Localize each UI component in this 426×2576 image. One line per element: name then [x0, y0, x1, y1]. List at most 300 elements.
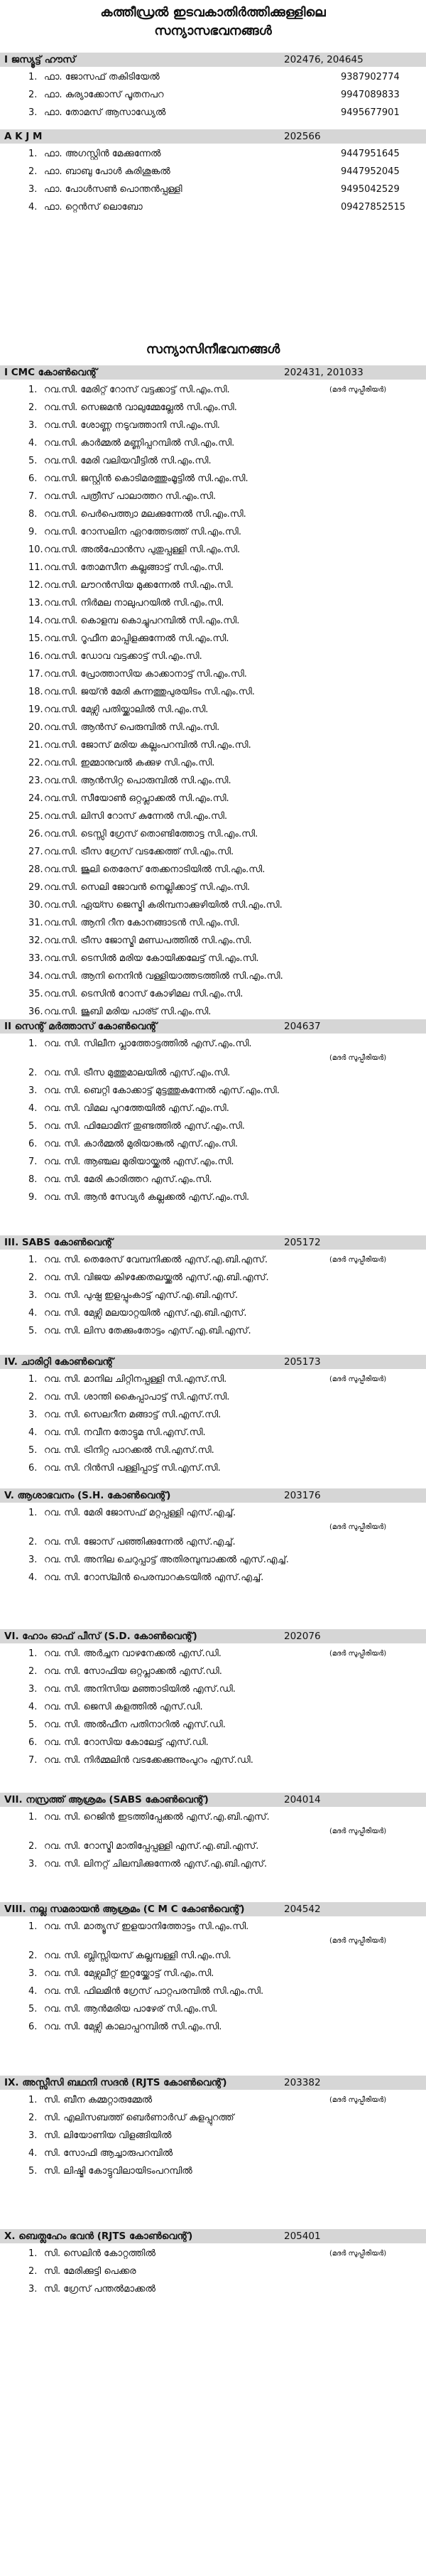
list-item [0, 1837, 426, 1855]
convent-6-header [0, 1629, 426, 1643]
member-name: റവ.സി. ഡോവ വട്ടക്കാട്ട് സി.എം.സി. [44, 651, 202, 662]
convent-6-title: VI. ഹോം ഓഫ് പീസ് (S.D. കോൺവെന്റ്) [4, 1631, 197, 1642]
list-item [0, 1855, 426, 1873]
list-item [0, 488, 426, 505]
item-number: 6. [28, 1737, 38, 1748]
item-number: 3. [28, 420, 38, 431]
item-number: 3. [28, 1968, 38, 1979]
list-item [0, 399, 426, 417]
list-item [0, 985, 426, 1003]
item-number: 21. [28, 740, 43, 751]
convent-2-header [0, 1019, 426, 1034]
convent-3-section [0, 1234, 426, 1340]
convent-10-code: 205401 [284, 2231, 321, 2242]
member-name: റവ. സി. ബ്ലിസ്സിയസ് കല്ലമ്പള്ളി സി.എം.സി. [44, 1950, 231, 1961]
member-name: റവ.സി. ജസ്റ്റിൻ കൊടിമരത്തുംമൂട്ടിൽ സി.എം.സി. [44, 473, 248, 484]
member-name: റവ.സി. ടെസ്സി ഗ്രേസ് തൊണ്ടിത്തോട്ട സി.എം.സി. [44, 829, 258, 839]
convent-5-title: V. ആശാഭവനം (S.H. കോൺവെന്റ്) [4, 1490, 171, 1501]
convent-1-title: I CMC കോൺവെന്റ് [4, 367, 97, 378]
member-name: സി. മേരിക്കുട്ടി പെക്കര [44, 2266, 136, 2277]
list-item [0, 1153, 426, 1171]
member-name: റവ.സി. ലൗറൻസിയ മുക്കന്നേൽ സി.എം.സി. [44, 580, 234, 591]
item-number: 1. [28, 149, 38, 159]
member-name: റവ.സി. ടെസിൻ റോസ് കോഴിമല സി.എം.സി. [44, 989, 244, 999]
role-note: (മദർ സുപ്പീരിയർ) [329, 1523, 387, 1531]
member-name: സി. ബീന കമ്മറ്റാരുമ്മേൽ [44, 2095, 153, 2105]
member-name: സി. സെലിൻ കോറ്റത്തിൽ [44, 2248, 155, 2259]
convent-4-title: IV. ചാരിറ്റി കോൺവെന്റ് [4, 1356, 114, 1368]
item-number: 5. [28, 1326, 38, 1336]
item-number: 23. [28, 776, 43, 786]
list-item [0, 163, 426, 181]
item-number: 2. [28, 1068, 38, 1078]
item-number: 3. [28, 1410, 38, 1420]
role-note: (മദർ സുപ്പീരിയർ) [329, 1375, 387, 1383]
list-item [0, 843, 426, 861]
member-name: റവ. സി. അൽഫീന പതിനാറിൽ എസ്.ഡി. [44, 1719, 226, 1730]
member-name: റവ. സി. ഫിലോമിന് തുണ്ടത്തിൽ എസ്.എം.സി. [44, 1121, 245, 1132]
convent-10-title: X. ബെത്ലഹേം ഭവൻ (RJTS കോൺവെന്റ്) [4, 2231, 193, 2242]
item-number: 31. [28, 918, 43, 928]
item-number: 1. [28, 1921, 38, 1932]
list-item [0, 790, 426, 807]
convent-7-section [0, 1791, 426, 1873]
item-number: 5. [28, 2166, 38, 2177]
member-name: റവ.സി. മേഴ്സി പതിയ്ക്കാലിൽ സി.എം.സി. [44, 704, 209, 715]
member-name: ഫാ. പോൾസൺ പൊന്തൻപ്പള്ളി [44, 184, 182, 195]
member-name: റവ. സി. ആഞ്ചല മുരിയായ്ക്കൽ എസ്.എം.സി. [44, 1156, 234, 1167]
member-name: റവ. സി. ബെറ്റി കോക്കാട്ട് മുട്ടത്തുകുന്നേൽ എസ്.എം.സി. [44, 1085, 280, 1096]
convent-8-header [0, 1902, 426, 1916]
list-item [0, 1947, 426, 1965]
member-name: റവ.സി. പത്രീസ് പാലാത്തറ സി.എം.സി. [44, 491, 217, 502]
akjm-section [0, 128, 426, 216]
item-number: 22. [28, 758, 43, 768]
item-number: 2. [28, 1392, 38, 1402]
akjm-code: 202566 [284, 131, 321, 142]
member-name: റവ. സി. റോസ്‍ലിൻ പെരമ്പാറകടയിൽ എസ്.എച്ച്. [44, 1572, 264, 1583]
item-number: 1. [28, 1812, 38, 1823]
item-number: 28. [28, 864, 43, 875]
list-item [0, 2245, 426, 2263]
member-name: റവ.സി. കൊളമ്പ കൊച്ചുപറമ്പിൽ സി.എം.സി. [44, 616, 240, 626]
item-number: 5. [28, 2004, 38, 2014]
member-name: റവ. സി. നിർമ്മലിൻ വടക്കേക്കുന്നുംപുറം എസ്.ഡി. [44, 1755, 253, 1766]
list-item [0, 630, 426, 648]
item-number: 1. [28, 1508, 38, 1518]
convent-2-section [0, 1018, 426, 1206]
item-number: 3. [28, 1085, 38, 1096]
list-item [0, 181, 426, 198]
item-number: 5. [28, 456, 38, 466]
item-number: 26. [28, 829, 43, 839]
member-name: റവ.സി. തോമസീന കല്ലങ്ങാട്ട് സി.എം.സി. [44, 562, 224, 573]
item-number: 4. [28, 1308, 38, 1319]
role-note: (മദർ സുപ്പീരിയർ) [329, 2250, 387, 2258]
item-number: 4. [28, 1103, 38, 1114]
member-name: റവ.സി. സെലി ജോവൻ നെല്ലിക്കാട്ട് സി.എം.സി. [44, 882, 251, 893]
convent-1-header [0, 365, 426, 380]
member-name: റവ.സി. ആൻസ് പെരുമ്പിൽ സി.എം.സി. [44, 722, 220, 733]
item-number: 4. [28, 202, 38, 213]
list-item [0, 145, 426, 163]
convent-9-section [0, 2074, 426, 2180]
convent-4-header [0, 1355, 426, 1369]
item-number: 4. [28, 1702, 38, 1712]
role-note: (മദർ സുപ്പീരിയർ) [329, 1937, 387, 1945]
list-item [0, 68, 426, 86]
member-name: റവ. സി. വിജയ കിഴക്കേതലയ്ക്കൽ എസ്.എ.ബി.എസ്. [44, 1272, 269, 1283]
member-name: റവ. സി. ജോസ് പഞ്ഞിക്കുന്നേൽ എസ്.എച്ച്. [44, 1537, 236, 1547]
list-item [0, 1982, 426, 2000]
item-number: 30. [28, 900, 43, 911]
list-item [0, 1388, 426, 1406]
item-number: 1. [28, 2248, 38, 2259]
item-number: 3. [28, 1859, 38, 1869]
member-name: റവ.സി. ശോണ്ണ നടുവത്താനി സി.എം.സി. [44, 420, 220, 431]
list-item [0, 1100, 426, 1117]
convent-3-code: 205172 [284, 1237, 321, 1248]
list-item [0, 1663, 426, 1680]
convent-2-code: 204637 [284, 1021, 321, 1032]
member-name: റവ. സി. ആൻമരിയ പാഴേര് സി.എം.സി. [44, 2004, 218, 2014]
convent-8-section [0, 1901, 426, 2036]
list-item [0, 470, 426, 488]
convent-5-section [0, 1487, 426, 1587]
item-number: 8. [28, 509, 38, 520]
list-item [0, 1269, 426, 1287]
phone-number: 9387902774 [341, 72, 400, 82]
member-name: റവ. സി. മേഴ്സി മലയാറ്റയിൽ എസ്.എ.ബി.എസ്. [44, 1308, 247, 1319]
member-name: റവ.സി. ആനി നെനിൻ വള്ളിയാത്തടത്തിൽ സി.എം.സി. [44, 971, 283, 982]
phone-number: 9947089833 [341, 90, 400, 100]
member-name: റവ. സി. ആൻ സേവ്യർ കല്ലക്കൽ എസ്.എം.സി. [44, 1192, 250, 1203]
list-item [0, 559, 426, 576]
convent-1-section [0, 364, 426, 1021]
item-number: 25. [28, 811, 43, 822]
phone-number: 9447952045 [341, 166, 400, 177]
list-item [0, 2018, 426, 2036]
list-item [0, 381, 426, 399]
list-item [0, 198, 426, 216]
list-item [0, 807, 426, 825]
member-name: റവ.സി. ഇമ്മാനുവൽ കക്കുഴ സി.എം.സി. [44, 758, 215, 768]
item-number: 5. [28, 1121, 38, 1132]
member-name: റവ.സി. ആനി റീന കോനങ്ങാടൻ സി.എം.സി. [44, 918, 240, 928]
list-item [0, 2109, 426, 2127]
member-name: റവ. സി. ലിനറ്റ് ചിലമ്പിക്കുന്നേൽ എസ്.എ.ബി.എസ്. [44, 1859, 267, 1869]
list-item [0, 896, 426, 914]
item-number: 3. [28, 184, 38, 195]
member-name: റവ.സി. ട്രീസ ജോസ്മി മണ്ഡപത്തിൽ സി.എം.സി. [44, 935, 252, 946]
list-item [0, 594, 426, 612]
item-number: 34. [28, 971, 43, 982]
list-item [0, 1322, 426, 1340]
item-number: 4. [28, 2148, 38, 2159]
member-name: റവ. സി. കാർമ്മൽ മുരിയാങ്കൽ എസ്.എം.സി. [44, 1139, 239, 1149]
member-name: റവ.സി. ട്രീസ ഗ്രേസ് വടക്കേത്ത് സി.എം.സി. [44, 847, 234, 857]
list-item [0, 1171, 426, 1188]
item-number: 3. [28, 2130, 38, 2141]
list-item [0, 1504, 426, 1522]
convent-8-title: VIII. നല്ല സമരായൻ ആശ്രമം (C M C കോൺവെന്റ്) [4, 1904, 245, 1915]
convent-10-header [0, 2229, 426, 2243]
member-name: റവ. സി. തെരേസ് വേമ്പനിക്കൽ എസ്.എ.ബി.എസ്. [44, 1255, 268, 1265]
list-item [0, 612, 426, 630]
list-item [0, 1645, 426, 1663]
member-name: റവ. സി. റോസിയ കോലേട്ട് എസ്.ഡി. [44, 1737, 209, 1748]
item-number: 1. [28, 1374, 38, 1385]
item-number: 19. [28, 704, 43, 715]
item-number: 36. [28, 1007, 43, 1017]
member-name: സി. എലിസബത്ത് ബെർണാർഡ് കുളപ്പുറത്ത് [44, 2113, 234, 2123]
convents-title: സന്യാസിനീഭവനങ്ങൾ [146, 342, 280, 357]
item-number: 2. [28, 166, 38, 177]
item-number: 27. [28, 847, 43, 857]
phone-number: 9447951645 [341, 149, 400, 159]
member-name: റവ. സി. റോസ്മി മാതിപ്പേപ്പള്ളി എസ്.എ.ബി.എസ്. [44, 1841, 259, 1852]
list-item [0, 1698, 426, 1716]
list-item [0, 417, 426, 434]
phone-number: 09427852515 [341, 202, 405, 213]
list-item [0, 505, 426, 523]
member-name: റവ. സി. സെലറീന മങ്ങാട്ട് സി.എസ്.സി. [44, 1410, 222, 1420]
list-item [0, 914, 426, 932]
item-number: 8. [28, 1174, 38, 1185]
member-name: റവ. സി. റെജിൻ ഇടത്തിപ്പേക്കൽ എസ്.എ.ബി.എസ്. [44, 1812, 270, 1823]
member-name: റവ. സി. ശാന്തി കൈപ്പാപാട്ട് സി.എസ്.സി. [44, 1392, 230, 1402]
item-number: 10. [28, 544, 43, 555]
convent-3-header [0, 1235, 426, 1250]
member-name: റവ. സി. ജെസി കളത്തിൽ എസ്.ഡി. [44, 1702, 203, 1712]
member-name: റവ. സി. നവീന തോട്ടുമ സി.എസ്.സി. [44, 1427, 206, 1438]
item-number: 1. [28, 2095, 38, 2105]
list-item [0, 861, 426, 879]
item-number: 2. [28, 2266, 38, 2277]
member-name: റവ.സി. റോസലിന ഏറത്തേടത്ത് സി.എം.സി. [44, 527, 241, 537]
list-item [0, 2280, 426, 2298]
list-item [0, 2162, 426, 2180]
member-name: റവ. സി. മേഴ്സി കാലാപ്പറമ്പിൽ സി.എം.സി. [44, 2022, 222, 2032]
convent-9-code: 203382 [284, 2077, 321, 2088]
list-item [0, 754, 426, 772]
role-note: (മദർ സുപ്പീരിയർ) [329, 1256, 387, 1264]
member-name: റവ. സി. റിൻസി പള്ളിപ്പാട്ട് സി.എസ്.സി. [44, 1463, 221, 1474]
list-item [0, 1569, 426, 1587]
role-note-line [0, 1826, 426, 1837]
list-item [0, 86, 426, 104]
list-item [0, 683, 426, 701]
role-note: (മദർ സുപ്പീരിയർ) [329, 1828, 387, 1835]
role-note-line [0, 1936, 426, 1947]
list-item [0, 1064, 426, 1082]
list-item [0, 2263, 426, 2280]
item-number: 9. [28, 527, 38, 537]
list-item [0, 104, 426, 122]
item-number: 11. [28, 562, 43, 573]
list-item [0, 541, 426, 559]
page-title-line1: കത്തീഡ്രൽ ഇടവകാതിർത്തിക്കുള്ളിലെ [100, 5, 326, 20]
item-number: 7. [28, 491, 38, 502]
list-item [0, 1117, 426, 1135]
list-item [0, 1965, 426, 1982]
member-name: റവ. സി. ലിസ തേക്കുംതോട്ടം എസ്.എ.ബി.എസ്. [44, 1326, 251, 1336]
member-name: റവ.സി. അൽഫോൻസ പുതുപ്പള്ളി സി.എം.സി. [44, 544, 241, 555]
item-number: 1. [28, 72, 38, 82]
jesuit-house-title: I ജസ്യൂട്ട് ഹൗസ് [4, 54, 76, 65]
list-item [0, 1680, 426, 1698]
convent-5-code: 203176 [284, 1490, 321, 1501]
member-name: റവ. സി. മാനില ചിറ്റിനപ്പള്ളി സി.എസ്.സി. [44, 1374, 227, 1385]
member-name: റവ.സി. മേരിറ്റ് റോസ് വട്ടക്കാട്ട് സി.എം.സി. [44, 385, 230, 395]
item-number: 1. [28, 385, 38, 395]
phone-number: 9495677901 [341, 107, 400, 118]
list-item [0, 1188, 426, 1206]
member-name: റവ.സി. പെർപെത്ത്വാ മലക്കുന്നേൽ സി.എം.സി. [44, 509, 246, 520]
list-item [0, 1370, 426, 1388]
item-number: 20. [28, 722, 43, 733]
list-item [0, 1734, 426, 1751]
item-number: 2. [28, 402, 38, 413]
item-number: 6. [28, 473, 38, 484]
item-number: 6. [28, 2022, 38, 2032]
member-name: റവ.സി. ആൻസിറ്റ പൊരുമ്പിൽ സി.എം.സി. [44, 776, 231, 786]
list-item [0, 2145, 426, 2162]
item-number: 7. [28, 1156, 38, 1167]
list-item [0, 701, 426, 719]
convent-1-code: 202431, 201033 [284, 367, 364, 378]
item-number: 2. [28, 1841, 38, 1852]
jesuit-house-header [0, 53, 426, 67]
item-number: 2. [28, 1537, 38, 1547]
member-name: റവ. സി. സോഫിയ ഒറ്റപ്ലാക്കൽ എസ്.ഡി. [44, 1666, 222, 1677]
item-number: 1. [28, 1255, 38, 1265]
item-number: 29. [28, 882, 43, 893]
member-name: സി. ലിഷ്മി കോട്ടുവിലായിടംപറമ്പിൽ [44, 2166, 192, 2177]
item-number: 2. [28, 2113, 38, 2123]
convent-4-section [0, 1353, 426, 1477]
member-name: റവ. സി. മേരി കാരിത്തറ എസ്.എം.സി. [44, 1174, 212, 1185]
member-name: റവ. സി. മേരി ജോസഫ് മറ്റപ്പള്ളി എസ്.എച്ച്. [44, 1508, 236, 1518]
jesuit-house-section [0, 51, 426, 122]
member-name: റവ.സി. ജൂലി തെരേസ് തേക്കനാടിയിൽ സി.എം.സി. [44, 864, 266, 875]
convent-10-section [0, 2228, 426, 2298]
role-note: (മദർ സുപ്പീരിയർ) [329, 1054, 387, 1062]
item-number: 2. [28, 1272, 38, 1283]
list-item [0, 1751, 426, 1769]
member-name: റവ. സി. ട്രീസ മുത്തുമാലയിൽ എസ്.എം.സി. [44, 1068, 231, 1078]
convent-6-code: 202076 [284, 1631, 321, 1642]
member-name: സി. ഗ്രേസ് പന്തൽമാക്കൽ [44, 2284, 156, 2295]
list-item [0, 1251, 426, 1269]
member-name: റവ. സി. മാത്യൂസ് ഇളയാനിത്തോട്ടം സി.എം.സി. [44, 1921, 249, 1932]
item-number: 12. [28, 580, 43, 591]
role-note: (മദർ സുപ്പീരിയർ) [329, 1650, 387, 1658]
list-item [0, 1082, 426, 1100]
list-item [0, 719, 426, 736]
item-number: 2. [28, 90, 38, 100]
member-name: റവ. സി. വിമല പുറത്തേയിൽ എസ്.എം.സി. [44, 1103, 229, 1114]
item-number: 24. [28, 793, 43, 804]
list-item [0, 1304, 426, 1322]
convent-9-title: IX. അസ്സീസി ബഥനി സദൻ (RJTS കോൺവെന്റ്) [4, 2077, 227, 2088]
item-number: 17. [28, 669, 43, 680]
list-item [0, 950, 426, 967]
item-number: 35. [28, 989, 43, 999]
list-item [0, 1716, 426, 1734]
member-name: റവ.സി. മേരി വലിയവീട്ടിൽ സി.എം.സി. [44, 456, 212, 466]
list-item [0, 523, 426, 541]
member-name: റവ. സി. പുഷ്പ ഇളപ്പുംകാട്ട് എസ്.എ.ബി.എസ്. [44, 1290, 239, 1301]
member-name: ഫാ. റ്റെൻസ് ലൊബോ [44, 202, 143, 213]
member-name: റവ.സി. ലിസി റോസ് കുന്നേൽ സി.എം.സി. [44, 811, 228, 822]
member-name: സി. ലിയോണിയ വിളങ്ങിയിൽ [44, 2130, 172, 2141]
convent-7-title: VII. നസ്രത്ത് ആശ്രമം (SABS കോൺവെന്റ്) [4, 1794, 209, 1805]
member-name: സി. സോഫി ആച്ചാരുപറമ്പിൽ [44, 2148, 173, 2159]
member-name: റവ. സി. അർച്ചന വാഴനേക്കൽ എസ്.ഡി. [44, 1648, 222, 1659]
item-number: 3. [28, 1290, 38, 1301]
item-number: 3. [28, 1555, 38, 1565]
list-item [0, 772, 426, 790]
convent-3-title: III. SABS കോൺവെന്റ് [4, 1237, 113, 1248]
member-name: ഫാ. അഗസ്റ്റിൻ മേക്കുന്നേൽ [44, 149, 161, 159]
role-note: (മദർ സുപ്പീരിയർ) [329, 386, 387, 394]
member-name: റവ.സി. ടെസിൽ മരിയ കോയിക്കലേട്ട് സി.എം.സി. [44, 953, 259, 964]
akjm-title: A K J M [4, 131, 43, 142]
list-item [0, 2127, 426, 2145]
item-number: 32. [28, 935, 43, 946]
member-name: റവ.സി. സീയോൺ ഒറ്റപ്ലാക്കൽ സി.എം.സി. [44, 793, 229, 804]
page-title-line2: സന്യാസഭവനങ്ങൾ [154, 23, 272, 38]
member-name: ഫാ. ബാബു പോൾ കുരിശുങ്കൽ [44, 166, 170, 177]
item-number: 15. [28, 633, 43, 644]
akjm-header [0, 129, 426, 144]
list-item [0, 736, 426, 754]
member-name: റവ.സി. പ്രോത്താസിയ കാക്കാനാട്ട് സി.എം.സി. [44, 669, 247, 680]
item-number: 18. [28, 687, 43, 697]
member-name: റവ. സി. അനില ചെറുപ്പാട്ട് അതിരമ്പുമ്പാക്കൽ എസ്.എച്ച്. [44, 1555, 289, 1565]
convent-7-code: 204014 [284, 1794, 321, 1805]
item-number: 6. [28, 1139, 38, 1149]
list-item [0, 434, 426, 452]
item-number: 1. [28, 1648, 38, 1659]
item-number: 4. [28, 438, 38, 449]
member-name: റവ.സി. റൂഫീന മാപ്പിളക്കുന്നേൽ സി.എം.സി. [44, 633, 229, 644]
list-item [0, 1918, 426, 1936]
list-item [0, 825, 426, 843]
list-item [0, 648, 426, 665]
list-item [0, 452, 426, 470]
jesuit-house-code: 202476, 204645 [284, 54, 364, 65]
item-number: 9. [28, 1192, 38, 1203]
list-item [0, 1287, 426, 1304]
list-item [0, 2000, 426, 2018]
list-item [0, 967, 426, 985]
list-item [0, 1035, 426, 1053]
member-name: റവ.സി. കാർമ്മൽ മണ്ണിപ്പറമ്പിൽ സി.എം.സി. [44, 438, 235, 449]
item-number: 4. [28, 1572, 38, 1583]
item-number: 3. [28, 1684, 38, 1695]
role-note-line [0, 1522, 426, 1533]
member-name: റവ.സി. ഏയ്സ ജെസ്മി കരിമ്പനാക്കുഴിയിൽ സി.എം.സി. [44, 900, 283, 911]
item-number: 2. [28, 1666, 38, 1677]
list-item [0, 1551, 426, 1569]
role-note-line [0, 1053, 426, 1064]
item-number: 2. [28, 1950, 38, 1961]
member-name: റവ.സി. സെജമൻ വാലുമ്മേല്ലേൽ സി.എം.സി. [44, 402, 237, 413]
convent-6-section [0, 1628, 426, 1769]
item-number: 1. [28, 1039, 38, 1049]
